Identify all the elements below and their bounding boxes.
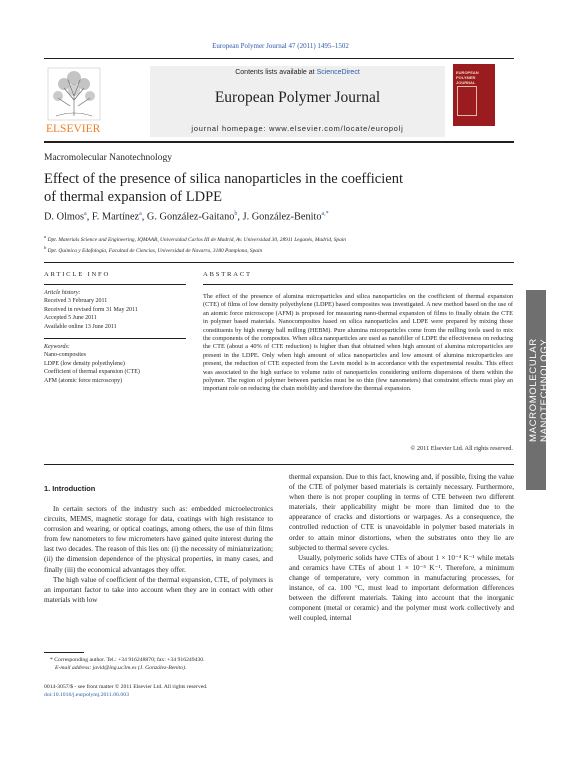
history-online: Available online 13 June 2011 [44,323,117,330]
elsevier-wordmark: ELSEVIER [46,123,101,135]
top-rule [44,58,514,59]
history-accepted: Accepted 5 June 2011 [44,315,97,322]
section-tag: Macromolecular Nanotechnology [44,153,172,163]
author-4: J. González-Benito [242,211,322,223]
author-email[interactable]: E-mail address: javid@ing.uc3m.es (J. González-Benito). [55,665,187,671]
keywords [44,343,194,385]
journal-homepage [150,124,445,133]
header-rule [44,141,514,143]
article-title-line-2: of thermal expansion of LDPE [44,189,222,205]
journal-cover-image [453,64,495,126]
affiliations [44,233,346,255]
keyword-1: Nano-composites [44,352,86,359]
author-list: D. Olmos$^a$, F. Martínez$^a$, G. González-Gaitano$^b$, J. González-Benito$^{a,*}$ [44,211,329,223]
history-received: Received 3 February 2011 [44,298,108,305]
author-1: D. Olmos [44,211,85,223]
elsevier-tree-icon [44,66,144,136]
keywords-label: Keywords: [44,344,70,350]
abstract-bottom-rule [44,464,514,465]
author-2: F. Martínez [91,211,140,223]
cover-title: EUROPEAN POLYMER JOURNAL [456,70,479,85]
article-title [44,170,464,206]
keyword-4: AFM (atomic force microscopy) [44,377,123,384]
cover-emblem [457,86,477,116]
intro-paragraph-1: In certain sectors of the industry such as: embedded microelectronics circuits, MEMS, magnetic storage for data, coatings with high resistance to corrosion and wearing, or optical coatings, among others, the use of thin films from few nanometers to few micrometers have gained quite interest during the last two decades. The reason of this lies on: (i) the necessity of miniaturization; (ii) the dimension dependence of the physical properties, in many cases, and finally (iii) the economical advantages they offer. [44,505,273,574]
contents-prefix: Contents lists available at [235,69,315,76]
article-history [44,289,194,331]
corresponding-author: * Corresponding author. Tel.: +34 916248870; fax: +34 916249430. [50,657,205,663]
article-info-rule [44,284,186,285]
right-paragraph-2: Usually, polymeric solids have CTEs of about 1 × 10⁻⁴ K⁻¹ while metals and ceramics have CTEs of about 1 × 10⁻⁵ K⁻¹. Therefore, a minimum change of temperature, very common in manufacturing processes, for instance, of ca. 100 °C, must lead to important deformation differences between the different materials. Taking into account that the inorganic component (metal or ceramic) and the polymer must work collectively and well coupled, internal [289,553,514,623]
intro-paragraph-2: The high value of coefficient of the thermal expansion, CTE, of polymers is an important factor to take into account when they are in contact with other materials with low [44,575,273,604]
abstract-rule [203,284,513,285]
elsevier-logo [44,66,144,136]
author-4-affil[interactable]: a,* [321,211,329,217]
affiliation-a: $^a$ Dpt. Materials Science and Engineering, IQMAAB, Universidad Carlos III de Madrid, Av. Universidad 30, 28911 Leganés, Madrid, Spain [44,234,346,243]
keyword-2: LDPE (low density polyethylene) [44,360,125,367]
article-title-line-1: Effect of the presence of silica nanoparticles in the coefficient [44,171,403,187]
keywords-rule [44,338,186,339]
contents-line [150,69,445,76]
info-rule [44,262,514,263]
abstract-text: The effect of the presence of alumina microparticles and silica nanoparticles on the coefficient of thermal expansion (CTE) of films of low density polyethylene (LDPE) based composites was investigated. A new method based on the use of an atomic force microscope (AFM) is proposed for measuring nano-thermal expansion of films to finally obtain the CTE in polymer based materials. Nanocomposites based on silica nanoparticles and LDPE were prepared by mixing those constituents by high energy ball milling (HEBM). Pure alumina microparticles come from the milling tools used to mix the components of the composites. When silica nanoparticles are used as nanofiller of LDPE the effectiveness on reducing the CTE (about a 40% of CTE reduction) is higher than that obtained when high amount of alumina microparticles are present in the LDPE. Only when high amount of silica nanoparticles and low amount of alumina microparticles are present, the reduction of CTE expected from the Levin model is in accordance with the experimental results. This effect was associated to the high surface to volume ratio of nanoparticles considering uniform dispersions of them within the polymer. The region of polymer between particles must be so thin (few nanometers) that constraint effects must play an important role on reducing the chain mobility and therefore the thermal expansion. [203,293,513,393]
author-2-affil[interactable]: a [139,211,142,217]
issn-line: 0014-3057/$ - see front matter © 2011 Elsevier Ltd. All rights reserved. [44,684,208,690]
footnote-rule [44,652,84,653]
front-matter [44,683,284,699]
abstract-heading: ABSTRACT [203,271,252,278]
introduction-heading: 1. Introduction [44,484,96,493]
author-3: G. González-Gaitano [146,211,235,223]
homepage-prefix: journal homepage: [191,124,267,133]
footnotes [50,656,280,672]
sciencedirect-link[interactable]: ScienceDirect [316,69,360,76]
doi-link[interactable]: doi:10.1016/j.eurpolymj.2011.06.003 [44,692,129,698]
left-column [44,504,273,605]
affiliation-b: $^b$ Dpt. Química y Edafología, Facultad de Ciencias, Universidad de Navarra, 3180 Pamplona, Spain [44,244,263,254]
keyword-3: Coefficient of thermal expansion (CTE) [44,369,140,376]
article-info-heading: ARTICLE INFO [44,271,111,278]
journal-title: European Polymer Journal [214,89,381,106]
homepage-url[interactable]: www.elsevier.com/locate/europolj [269,124,404,133]
history-revised: Received in revised form 31 May 2011 [44,306,138,313]
right-column [289,472,514,623]
sidebar-label: MACROMOLECULAR NANOTECHNOLOGY [528,338,550,442]
author-3-affil[interactable]: b [234,211,238,217]
abstract-copyright: © 2011 Elsevier Ltd. All rights reserved. [410,445,513,452]
right-paragraph-1: thermal expansion. Due to this fact, knowing and, if possible, fixing the value of the CTE of polymer based materials is certainly necessary. Furthermore, when there is not proper coupling in terms of CTE between two different materials, their applicability might be more than limited due to the appearance of cracks and distortions or warpages. As a consequence, the controlled reduction of CTE is unavoidable in polymer based materials in order to attain minor distortions, when the substrates onto they lie are subjected to thermal severe cycles. [289,473,514,552]
author-1-affil[interactable]: a [84,211,87,217]
history-label: Article history: [44,290,81,296]
journal-reference[interactable]: European Polymer Journal 47 (2011) 1495–1502 [212,42,349,50]
section-sidebar [526,290,550,490]
